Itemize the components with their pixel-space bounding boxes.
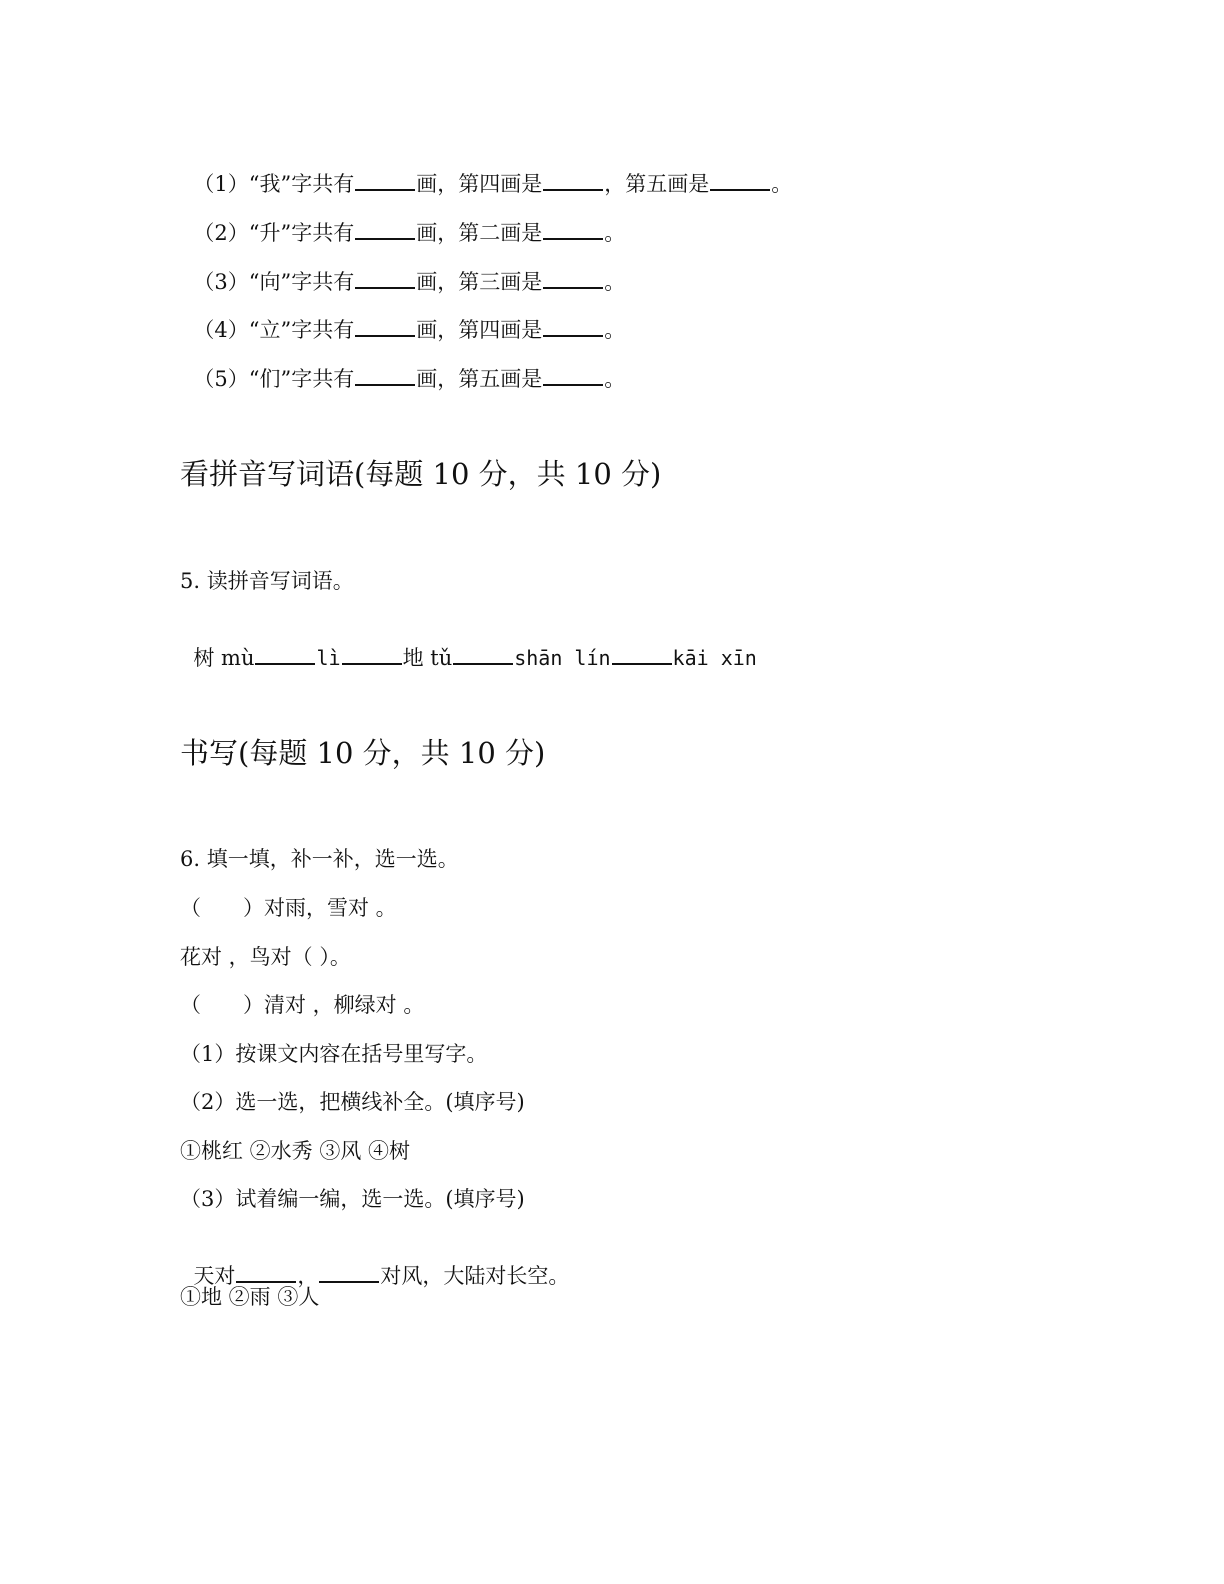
fill-text-a: 天对 <box>193 1264 236 1288</box>
couplet-line-1: （ ）对雨，雪对 。 <box>180 896 397 920</box>
pinyin-item-li: lì <box>316 646 341 670</box>
pinyin-blank-mu[interactable] <box>255 645 315 665</box>
stroke-question-1 <box>180 142 792 198</box>
pinyin-blank-tu[interactable] <box>453 645 513 665</box>
q1-text-d: 。 <box>771 172 793 196</box>
couplet-line-2: 花对 ，鸟对（ ）。 <box>180 945 351 969</box>
q3-blank-third[interactable] <box>543 269 603 289</box>
stroke-question-4 <box>180 288 625 344</box>
q4-blank-count[interactable] <box>355 317 415 337</box>
pinyin-items-row <box>180 616 757 672</box>
fill-blank-1[interactable] <box>236 1263 296 1283</box>
q4-text-b: 画，第四画是 <box>416 318 543 342</box>
writing-question-title: 6. 填一填，补一补，选一选。 <box>180 847 459 871</box>
q3-text-b: 画，第三画是 <box>416 270 543 294</box>
q2-text-c: 。 <box>604 221 626 245</box>
stroke-question-2 <box>180 191 625 247</box>
pinyin-item-shanlin: shān lín <box>514 646 611 670</box>
sub-question-2: （2）选一选，把横线补全。(填序号) <box>180 1090 525 1114</box>
q1-text-a: （1）“我”字共有 <box>193 172 355 196</box>
q4-text-c: 。 <box>604 318 626 342</box>
q5-blank-count[interactable] <box>355 366 415 386</box>
writing-section-heading: 书写(每题 10 分，共 10 分) <box>180 736 546 770</box>
q2-text-a: （2）“升”字共有 <box>193 221 355 245</box>
q1-blank-count[interactable] <box>355 171 415 191</box>
q1-blank-fifth[interactable] <box>710 171 770 191</box>
q2-blank-count[interactable] <box>355 220 415 240</box>
q4-blank-fourth[interactable] <box>543 317 603 337</box>
q5-blank-fifth[interactable] <box>543 366 603 386</box>
q5-text-c: 。 <box>604 367 626 391</box>
fill-text-b: ， <box>297 1264 319 1288</box>
pinyin-blank-li[interactable] <box>342 645 402 665</box>
q2-blank-second[interactable] <box>543 220 603 240</box>
pinyin-blank-shanlin[interactable] <box>612 645 672 665</box>
q1-blank-fourth[interactable] <box>543 171 603 191</box>
q3-blank-count[interactable] <box>355 269 415 289</box>
options-list-2: ①地 ②雨 ③人 <box>180 1285 320 1309</box>
q1-text-b: 画，第四画是 <box>416 172 543 196</box>
q4-text-a: （4）“立”字共有 <box>193 318 355 342</box>
q5-text-a: （5）“们”字共有 <box>193 367 355 391</box>
pinyin-item-mu: 树 mù <box>193 646 255 670</box>
pinyin-item-tu: 地 tǔ <box>402 646 453 670</box>
stroke-question-5 <box>180 337 625 393</box>
q3-text-c: 。 <box>604 270 626 294</box>
fill-in-line <box>180 1234 569 1290</box>
fill-blank-2[interactable] <box>319 1263 379 1283</box>
pinyin-question-title: 5. 读拼音写词语。 <box>180 569 354 593</box>
fill-text-c: 对风，大陆对长空。 <box>380 1264 570 1288</box>
sub-question-3: （3）试着编一编，选一选。(填序号) <box>180 1187 525 1211</box>
q3-text-a: （3）“向”字共有 <box>193 270 355 294</box>
q1-text-c: ，第五画是 <box>604 172 710 196</box>
q2-text-b: 画，第二画是 <box>416 221 543 245</box>
couplet-line-3: （ ）清对 ，柳绿对 。 <box>180 993 425 1017</box>
options-list-1: ①桃红 ②水秀 ③风 ④树 <box>180 1139 411 1163</box>
pinyin-section-heading: 看拼音写词语(每题 10 分，共 10 分) <box>180 457 662 491</box>
pinyin-item-kaixin: kāi xīn <box>672 646 757 670</box>
sub-question-1: （1）按课文内容在括号里写字。 <box>180 1042 488 1066</box>
q5-text-b: 画，第五画是 <box>416 367 543 391</box>
